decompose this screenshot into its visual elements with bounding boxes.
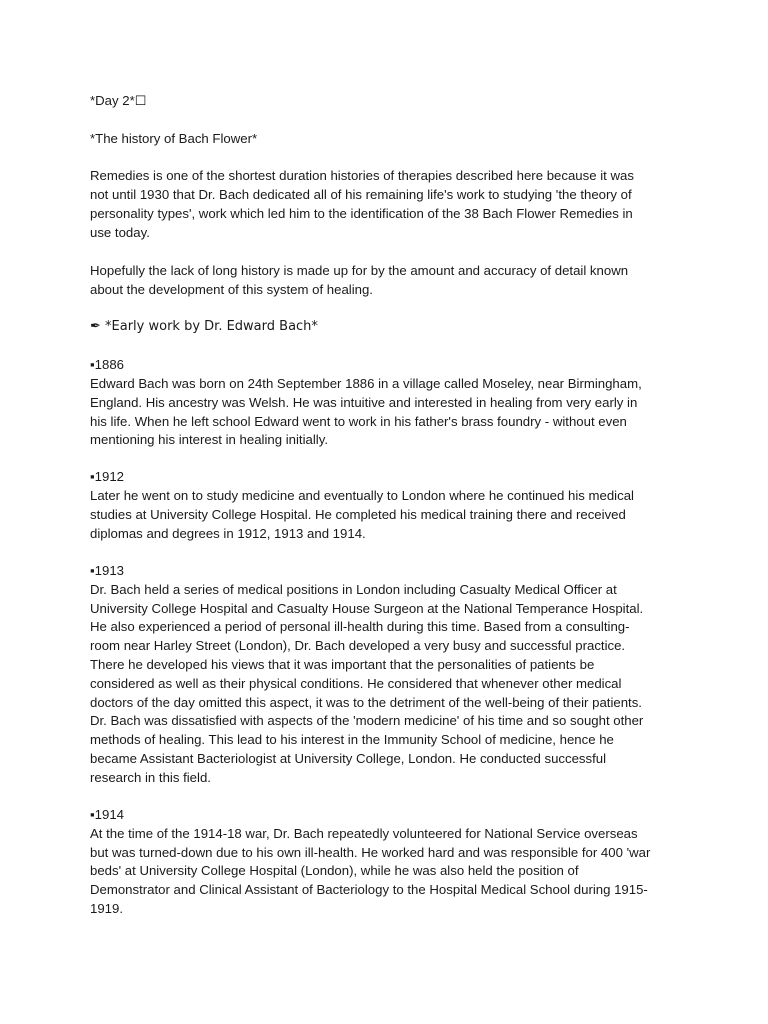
document-title: *The history of Bach Flower* <box>90 131 258 146</box>
paragraph-line: room near Harley Street (London), Dr. Bach developed a very busy and successful practice. <box>90 638 626 653</box>
paragraph-line: beds' at University College Hospital (London), while he was also held the position of <box>90 863 579 878</box>
paragraph-line: became Assistant Bacteriologist at University College, London. He conducted successful <box>90 751 607 766</box>
paragraph-line: diplomas and degrees in 1912, 1913 and 1914. <box>90 526 366 541</box>
paragraph-line: England. His ancestry was Welsh. He was intuitive and interested in healing from very early in <box>90 395 638 410</box>
paragraph-line: He also experienced a period of personal ill-health during this time. Based from a consulting- <box>90 619 630 634</box>
paragraph-line: At the time of the 1914-18 war, Dr. Bach repeatedly volunteered for National Service overseas <box>90 826 638 841</box>
year-label: ▪1914 <box>90 807 125 822</box>
paragraph-line: Dr. Bach held a series of medical positions in London including Casualty Medical Officer at <box>90 582 617 597</box>
paragraph-line: his life. When he left school Edward went to work in his father's brass foundry - without even <box>90 414 627 429</box>
paragraph-line: but was turned-down due to his own ill-health. He worked hard and was responsible for 400 'war <box>90 845 651 860</box>
paragraph-line: studies at University College Hospital. He completed his medical training there and received <box>90 507 626 522</box>
year-label: ▪1886 <box>90 357 125 372</box>
paragraph-line: about the development of this system of healing. <box>90 282 373 297</box>
paragraph-line: Dr. Bach was dissatisfied with aspects of the 'modern medicine' of his time and so sought other <box>90 713 644 728</box>
paragraph-line: Edward Bach was born on 24th September 1886 in a village called Moseley, near Birmingham, <box>90 376 642 391</box>
paragraph-line: use today. <box>90 225 150 240</box>
paragraph-line: methods of healing. This lead to his interest in the Immunity School of medicine, hence he <box>90 732 614 747</box>
paragraph-line: research in this field. <box>90 770 211 785</box>
paragraph-line: 1919. <box>90 901 124 916</box>
day-label: *Day 2*☐ <box>90 93 147 108</box>
paragraph-line: doctors of the day omitted this aspect, it was to the detriment of the well-being of their patients. <box>90 695 642 710</box>
paragraph-line: Hopefully the lack of long history is made up for by the amount and accuracy of detail known <box>90 263 629 278</box>
year-label: ▪1913 <box>90 563 125 578</box>
paragraph-line: considered as well as their physical conditions. He considered that whenever other medical <box>90 676 622 691</box>
paragraph-line: Remedies is one of the shortest duration histories of therapies described here because it was <box>90 168 634 183</box>
paragraph-line: University College Hospital and Casualty House Surgeon at the National Temperance Hospital. <box>90 601 644 616</box>
section-heading: ✒ *Early work by Dr. Edward Bach* <box>90 319 318 334</box>
paragraph-line: Demonstrator and Clinical Assistant of Bacteriology to the Hospital Medical School during 1915- <box>90 882 648 897</box>
paragraph-line: mentioning his interest in healing initially. <box>90 432 328 447</box>
paragraph-line: personality types', work which led him to the identification of the 38 Bach Flower Remedies in <box>90 206 633 221</box>
paragraph-line: not until 1930 that Dr. Bach dedicated all of his remaining life's work to studying 'the theory of <box>90 187 632 202</box>
paragraph-line: Later he went on to study medicine and eventually to London where he continued his medical <box>90 488 634 503</box>
paragraph-line: There he developed his views that it was important that the personalities of patients be <box>90 657 595 672</box>
year-label: ▪1912 <box>90 469 125 484</box>
